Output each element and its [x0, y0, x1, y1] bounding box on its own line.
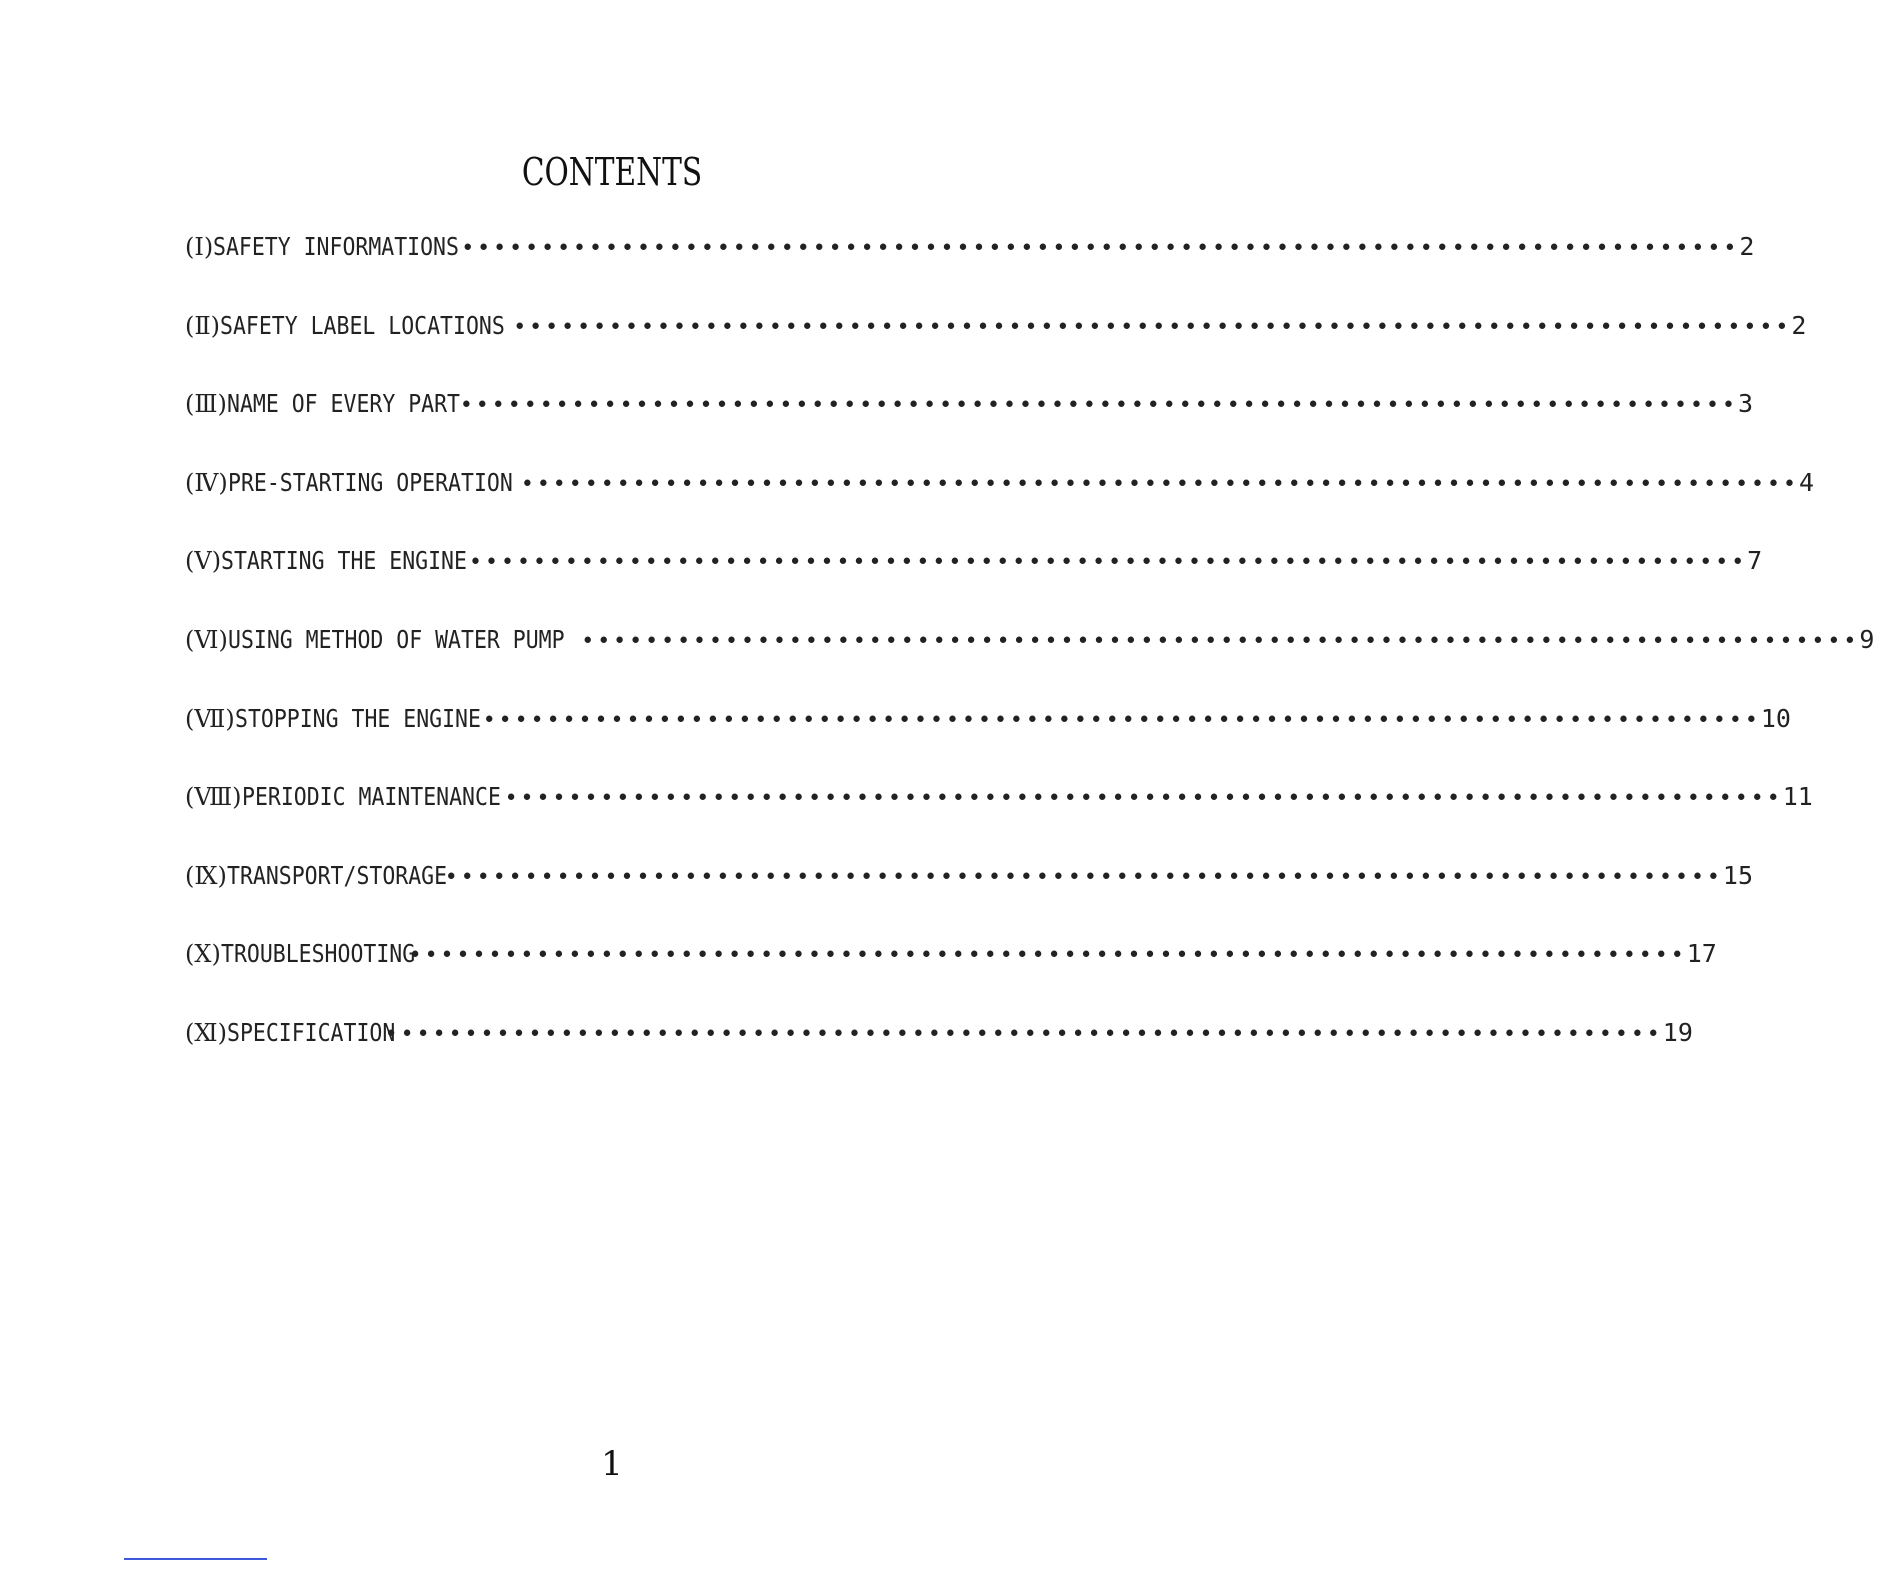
footer-divider [124, 1558, 267, 1560]
toc-entry-page: 4 [1798, 467, 1815, 497]
toc-entry-number: (Ⅸ) [185, 861, 227, 890]
toc-entry-page: 2 [1791, 310, 1807, 340]
toc-leader-dots: •••••••••••••••••••••••••••••••••••••••••••••••••••••••••••••••••••••••••••••••• [469, 550, 1748, 576]
toc-entry-page: 17 [1686, 939, 1717, 969]
toc-entry-title: PRE-STARTING OPERATION [227, 467, 513, 497]
toc-entry[interactable] [185, 624, 1875, 704]
toc-leader-dots: •••••••••••••••••••••••••••••••••••••••••••••••••••••••••••••••••••••••••••••••• [459, 393, 1738, 419]
toc-entry[interactable] [185, 389, 1753, 468]
toc-entry-title: SAFETY INFORMATIONS [213, 232, 460, 261]
toc-entry-title: STARTING THE ENGINE [221, 546, 468, 576]
toc-entry-title: USING METHOD OF WATER PUMP [227, 624, 565, 654]
toc-entry-page: 11 [1782, 782, 1813, 812]
toc-entry-title: SPECIFICATION [226, 1017, 396, 1047]
table-of-contents [185, 232, 1875, 1097]
toc-entry-number: (Ⅳ) [185, 468, 228, 497]
toc-entry[interactable] [185, 860, 1753, 940]
toc-leader-dots: •••••••••••••••••••••••••••••••••••••••••••••••••••••••••••••••••••••••••••••••• [444, 864, 1723, 890]
toc-entry-number: (Ⅺ) [185, 1018, 227, 1047]
toc-entry[interactable] [185, 546, 1763, 625]
toc-entry-page: 2 [1739, 232, 1755, 261]
toc-entry-page: 7 [1747, 546, 1763, 576]
toc-entry-page: 19 [1662, 1017, 1693, 1047]
toc-leader-dots: •••••••••••••••••••••••••••••••••••••••••••••••••••••••••••••••••••••••••••••••• [408, 943, 1687, 969]
toc-entry-page: 9 [1859, 624, 1875, 654]
toc-entry-number: (Ⅱ) [185, 311, 221, 340]
toc-entry[interactable] [185, 467, 1815, 547]
toc-leader-dots: •••••••••••••••••••••••••••••••••••••••••••••••••••••••••••••••••••••••••••••••• [461, 236, 1740, 261]
toc-leader-dots: •••••••••••••••••••••••••••••••••••••••••••••••••••••••••••••••••••••••••••••••• [504, 786, 1783, 812]
toc-entry[interactable] [185, 1017, 1693, 1097]
toc-entry-title: TRANSPORT/STORAGE [226, 860, 447, 890]
toc-entry[interactable] [185, 310, 1807, 390]
toc-entry-number: (Ⅷ) [185, 783, 242, 812]
toc-entry-title: NAME OF EVERY PART [226, 389, 460, 419]
toc-entry-number: (Ⅹ) [185, 940, 221, 969]
page-number: 1 [601, 1444, 623, 1484]
toc-entry-title: STOPPING THE ENGINE [234, 703, 481, 733]
toc-leader-dots: •••••••••••••••••••••••••••••••••••••••••••••••••••••••••••••••••••••••••••••••• [520, 471, 1799, 497]
toc-entry[interactable] [185, 232, 1755, 311]
toc-entry-title: PERIODIC MAINTENANCE [241, 782, 501, 812]
toc-entry[interactable] [185, 939, 1717, 1018]
toc-leader-dots: •••••••••••••••••••••••••••••••••••••••••••••••••••••••••••••••••••••••••••••••• [513, 314, 1792, 340]
page-title: CONTENTS [521, 150, 703, 194]
toc-entry-page: 10 [1760, 703, 1791, 733]
toc-entry-number: (Ⅴ) [185, 547, 222, 576]
toc-entry-number: (Ⅶ) [185, 704, 235, 733]
toc-entry-title: TROUBLESHOOTING [220, 939, 415, 969]
toc-entry[interactable] [185, 782, 1813, 861]
toc-entry-number: (Ⅲ) [185, 390, 227, 419]
toc-entry-number: (Ⅵ) [185, 625, 228, 654]
toc-entry-page: 15 [1722, 860, 1753, 890]
toc-entry-title: SAFETY LABEL LOCATIONS [220, 310, 505, 340]
toc-entry-page: 3 [1737, 389, 1753, 419]
toc-leader-dots: •••••••••••••••••••••••••••••••••••••••••••••••••••••••••••••••••••••••••••••••• [581, 628, 1860, 654]
toc-entry-number: (Ⅰ) [185, 233, 214, 261]
toc-leader-dots: •••••••••••••••••••••••••••••••••••••••••••••••••••••••••••••••••••••••••••••••• [482, 707, 1761, 733]
toc-entry[interactable] [185, 703, 1791, 783]
toc-leader-dots: •••••••••••••••••••••••••••••••••••••••••••••••••••••••••••••••••••••••••••••••• [384, 1021, 1663, 1047]
